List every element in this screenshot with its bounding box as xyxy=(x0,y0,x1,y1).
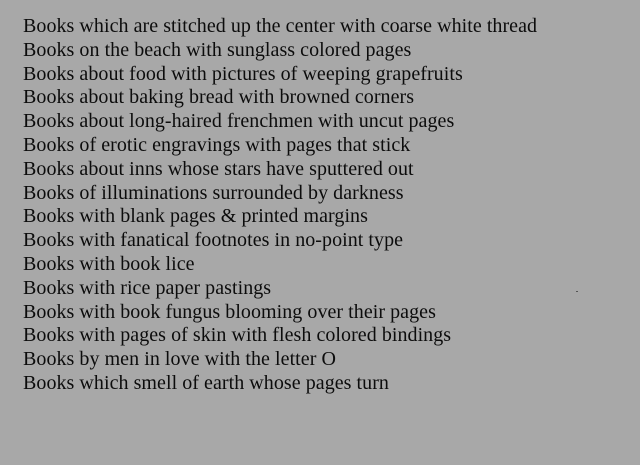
poem-line: Books with blank pages & printed margins xyxy=(23,205,368,228)
poem-line: Books which are stitched up the center with coarse white thread xyxy=(23,15,538,37)
poem-line: Books with rice paper pastings xyxy=(23,276,272,299)
poem-line: Books with book lice xyxy=(23,252,195,275)
poem-line: Books which smell of earth whose pages turn xyxy=(23,371,389,394)
poem-line: Books of illuminations surrounded by darkness xyxy=(23,181,404,204)
poem-line: Books with fanatical footnotes in no-point type xyxy=(23,229,404,252)
poem-line: Books about food with pictures of weeping grapefruits xyxy=(23,62,463,85)
poem-line: Books with pages of skin with flesh colored bindings xyxy=(23,324,452,347)
poem-line: Books about inns whose stars have sputtered out xyxy=(23,157,414,180)
poem-line: Books on the beach with sunglass colored pages xyxy=(23,38,412,61)
poem-line: Books about baking bread with browned corners xyxy=(23,86,415,109)
poem-line: Books with book fungus blooming over their pages xyxy=(23,300,436,323)
poem-line: Books about long-haired frenchmen with uncut pages xyxy=(23,110,455,133)
poem-line: Books by men in love with the letter O xyxy=(23,348,336,371)
poem-text xyxy=(23,15,640,396)
poem-line: Books of erotic engravings with pages that stick xyxy=(23,133,411,156)
scan-speck xyxy=(576,291,578,292)
